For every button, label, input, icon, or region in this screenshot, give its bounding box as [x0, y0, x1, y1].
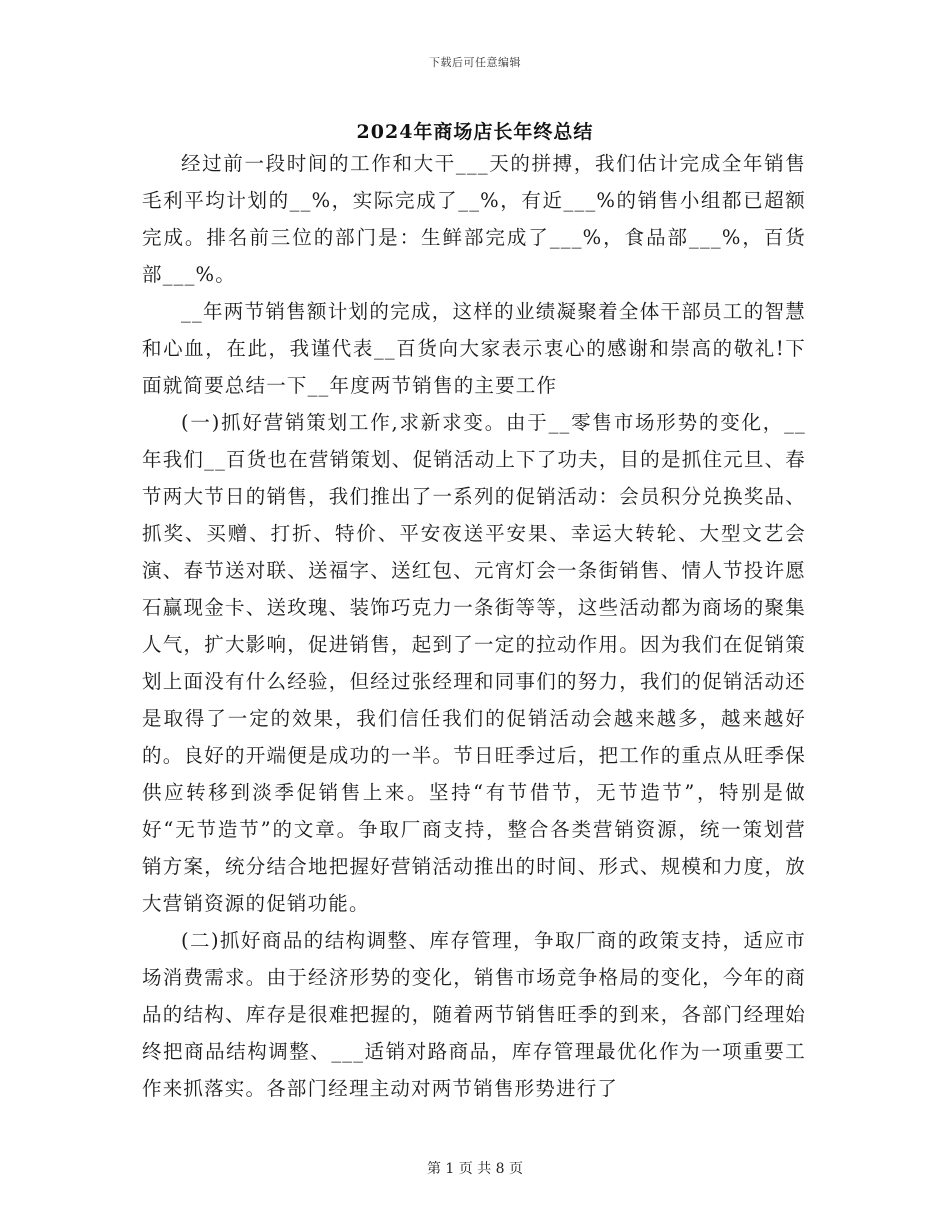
- page-header: 下载后可任意编辑: [429, 56, 521, 69]
- paragraph-1: 经过前一段时间的工作和大干___天的拼搏，我们估计完成全年销售毛利平均计划的__%，实际完成了__%，有近___%的销售小组都已超额完成。排名前三位的部门是：生鲜部完成了___%，食品部___%，百货部___%。: [142, 152, 806, 286]
- paragraph-4: (二)抓好商品的结构调整、库存管理，争取厂商的政策支持，适应市场消费需求。由于经济形势的变化，销售市场竞争格局的变化，今年的商品的结构、库存是很难把握的，随着两节销售旺季的到来，各部门经理始终把商品结构调整、___适销对路商品，库存管理最优化作为一项重要工作来抓落实。各部门经理主动对两节销售形势进行了: [142, 929, 806, 1100]
- page-number: 第 1 页 共 8 页: [426, 1161, 524, 1177]
- document-body: [142, 145, 806, 1107]
- paragraph-3: (一)抓好营销策划工作,求新求变。由于__零售市场形势的变化，__年我们__百货也在营销策划、促销活动上下了功夫，目的是抓住元旦、春节两大节日的销售，我们推出了一系列的促销活动：会员积分兑换奖品、抓奖、买赠、打折、特价、平安夜送平安果、幸运大转轮、大型文艺会演、春节送对联、送福字、送红包、元宵灯会一条街销售、情人节投许愿石赢现金卡、送玫瑰、装饰巧克力一条街等等，这些活动都为商场的聚集人气，扩大影响，促进销售，起到了一定的拉动作用。因为我们在促销策划上面没有什么经验，但经过张经理和同事们的努力，我们的促销活动还是取得了一定的效果，我们信任我们的促销活动会越来越多，越来越好的。良好的开端便是成功的一半。节日旺季过后，把工作的重点从旺季保供应转移到淡季促销售上来。坚持“有节借节，无节造节”，特别是做好“无节造节”的文章。争取厂商支持，整合各类营销资源，统一策划营销方案，统分结合地把握好营销活动推出的时间、形式、规模和力度，放大营销资源的促销功能。: [142, 411, 806, 915]
- paragraph-2: __年两节销售额计划的完成，这样的业绩凝聚着全体干部员工的智慧和心血，在此，我谨代表__百货向大家表示衷心的感谢和崇高的敬礼!下面就简要总结一下__年度两节销售的主要工作: [142, 300, 806, 397]
- document-title: 2024年商场店长年终总结: [356, 121, 594, 143]
